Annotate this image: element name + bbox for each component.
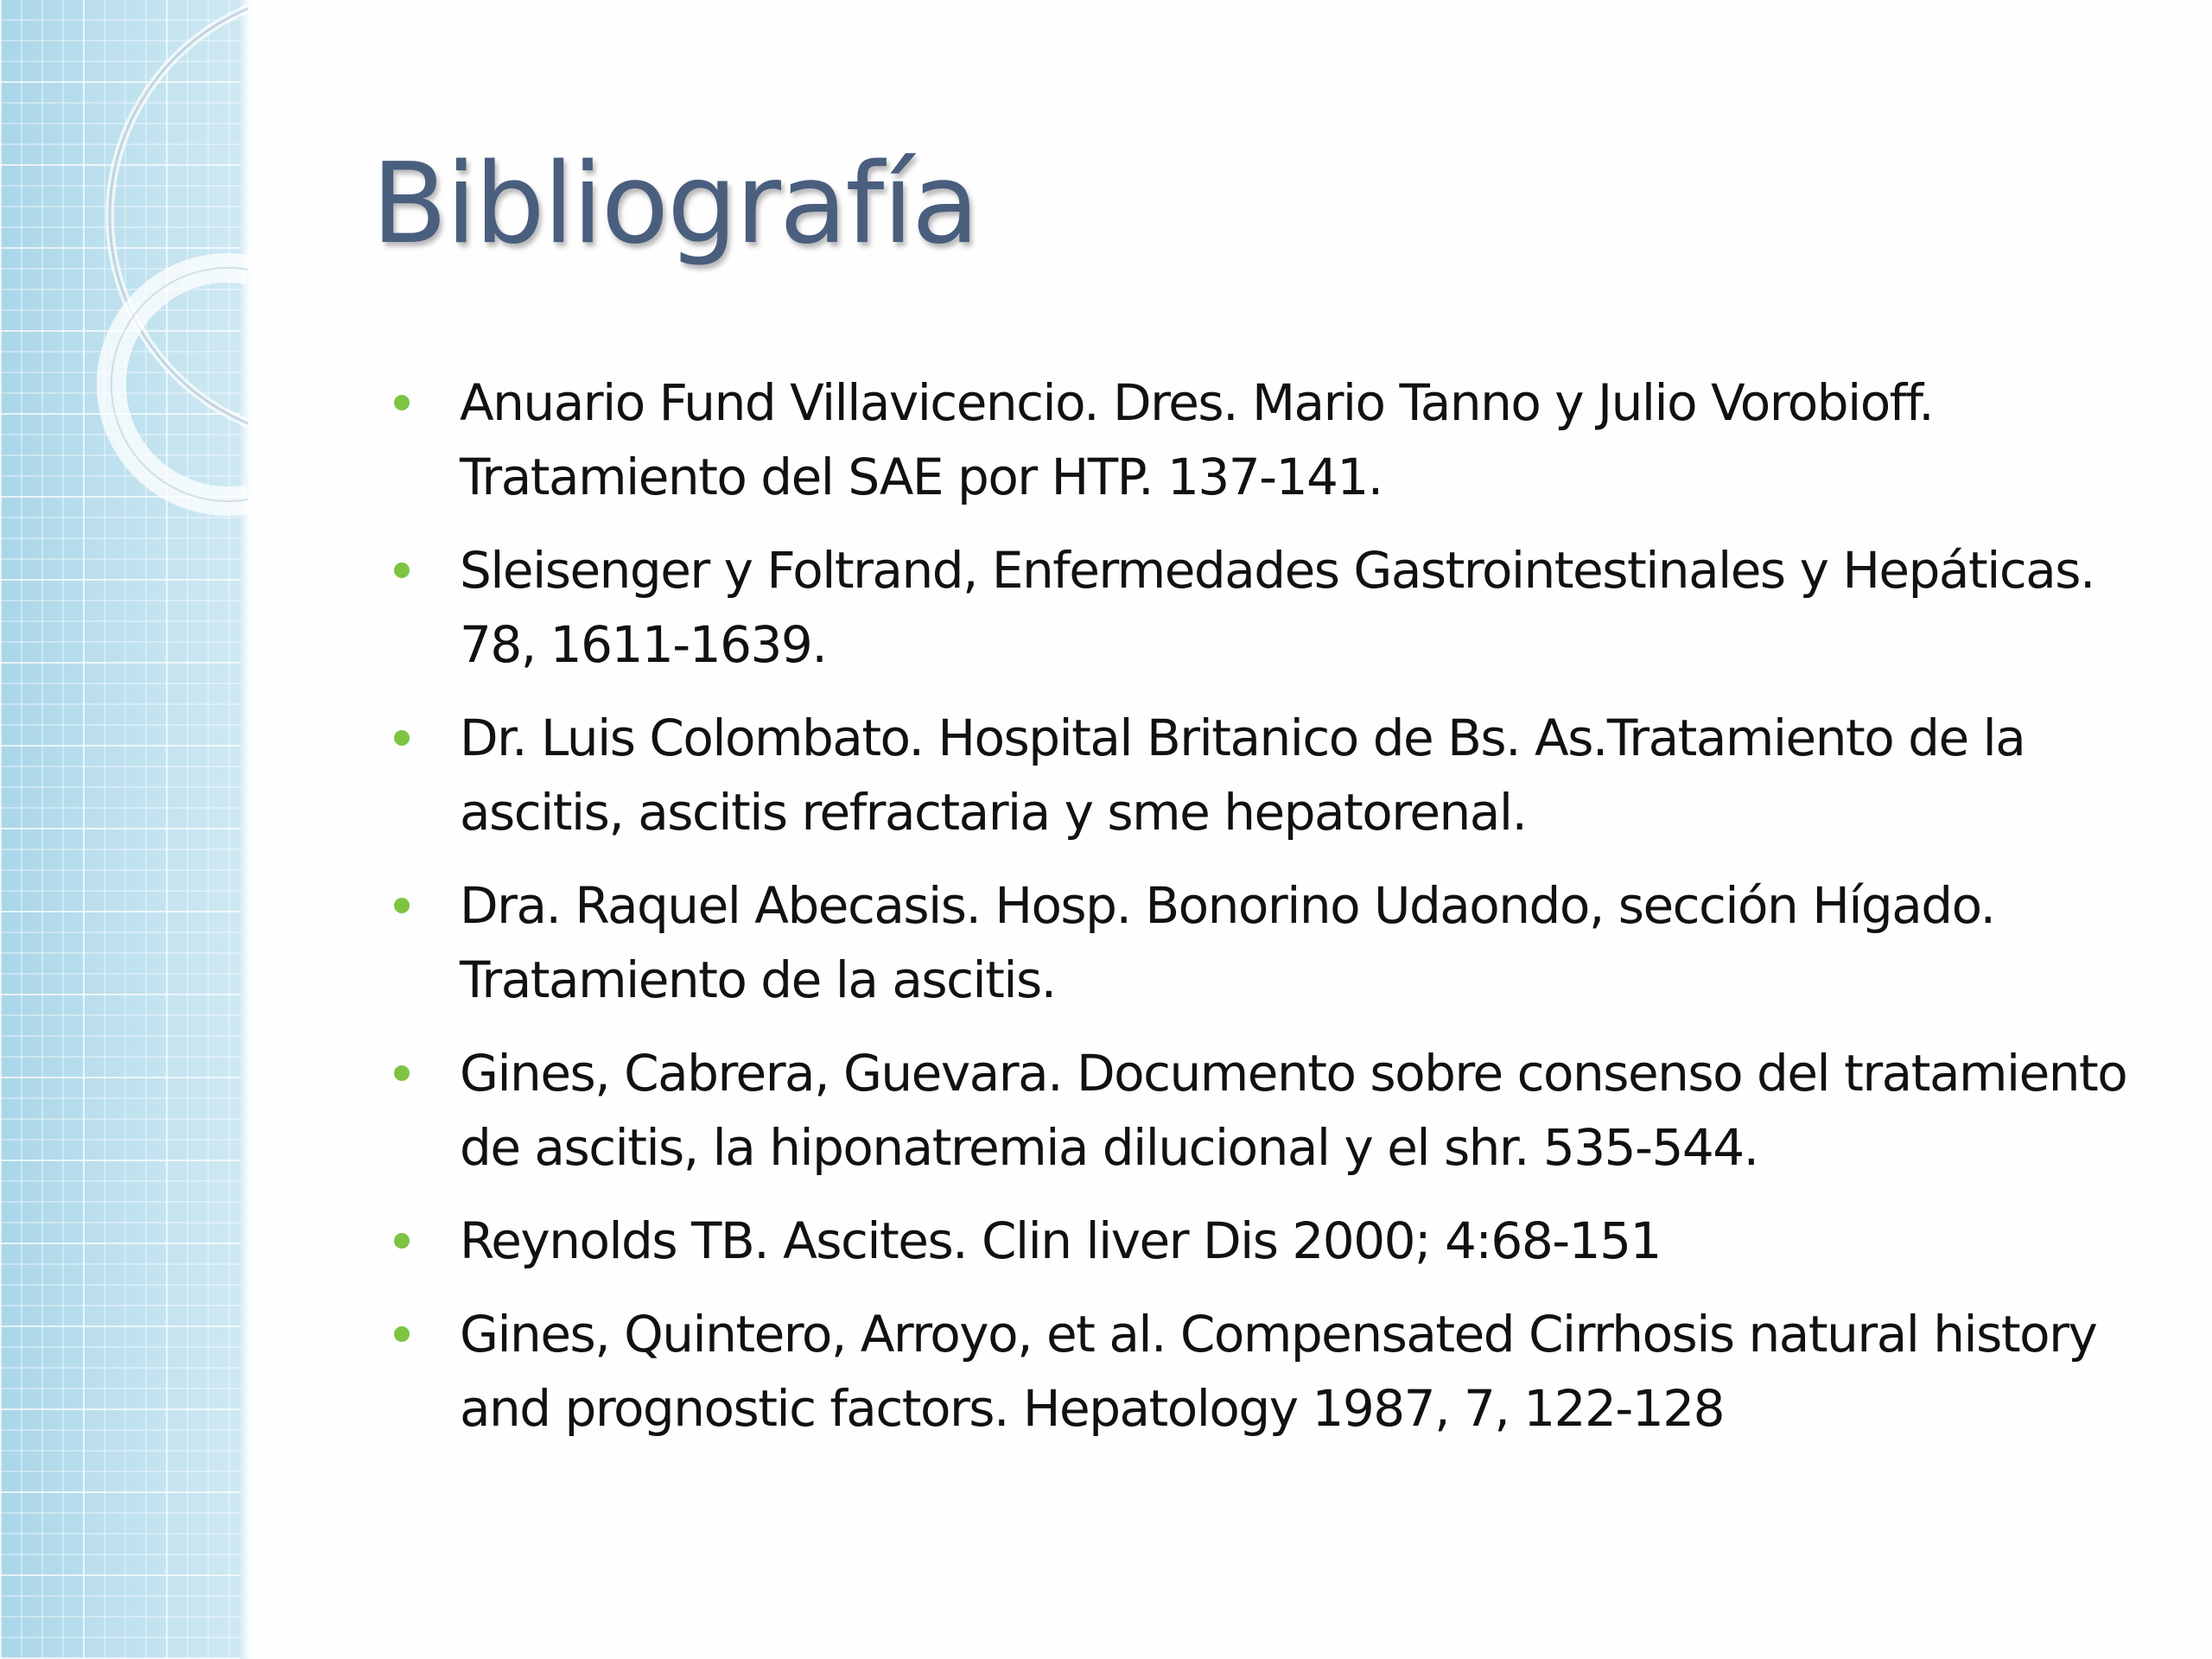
bullet-icon bbox=[394, 563, 410, 578]
bullet-icon bbox=[394, 1065, 410, 1081]
decorative-rings bbox=[0, 0, 276, 553]
reference-text: Dr. Luis Colombato. Hospital Britanico de Bs. As.Tratamiento de la ascitis, ascitis refractaria y sme hepatorenal. bbox=[460, 709, 2025, 842]
reference-item bbox=[380, 1297, 2177, 1446]
bullet-icon bbox=[394, 1233, 410, 1249]
reference-item bbox=[380, 868, 2177, 1017]
slide-title: Bibliografía bbox=[372, 140, 978, 269]
reference-text: Dra. Raquel Abecasis. Hosp. Bonorino Udaondo, sección Hígado. Tratamiento de la ascitis. bbox=[460, 876, 1995, 1009]
reference-text: Gines, Cabrera, Guevara. Documento sobre consenso del tratamiento de ascitis, la hiponatremia dilucional y el shr. 535-544. bbox=[460, 1044, 2127, 1177]
reference-item bbox=[380, 533, 2177, 682]
reference-list bbox=[380, 365, 2177, 1465]
bullet-icon bbox=[394, 1326, 410, 1342]
reference-item bbox=[380, 1204, 2177, 1278]
reference-text: Anuario Fund Villavicencio. Dres. Mario Tanno y Julio Vorobioff. Tratamiento del SAE por HTP. 137-141. bbox=[460, 373, 1934, 506]
bullet-icon bbox=[394, 395, 410, 410]
reference-item bbox=[380, 701, 2177, 849]
reference-text: Sleisenger y Foltrand, Enfermedades Gastrointestinales y Hepáticas. 78, 1611-1639. bbox=[460, 541, 2094, 674]
reference-text: Reynolds TB. Ascites. Clin liver Dis 2000; 4:68-151 bbox=[460, 1211, 1661, 1270]
bullet-icon bbox=[394, 730, 410, 746]
reference-text: Gines, Quintero, Arroyo, et al. Compensated Cirrhosis natural history and prognostic factors. Hepatology 1987, 7, 122-128 bbox=[460, 1305, 2097, 1438]
reference-item bbox=[380, 365, 2177, 514]
reference-item bbox=[380, 1036, 2177, 1185]
bullet-icon bbox=[394, 898, 410, 913]
